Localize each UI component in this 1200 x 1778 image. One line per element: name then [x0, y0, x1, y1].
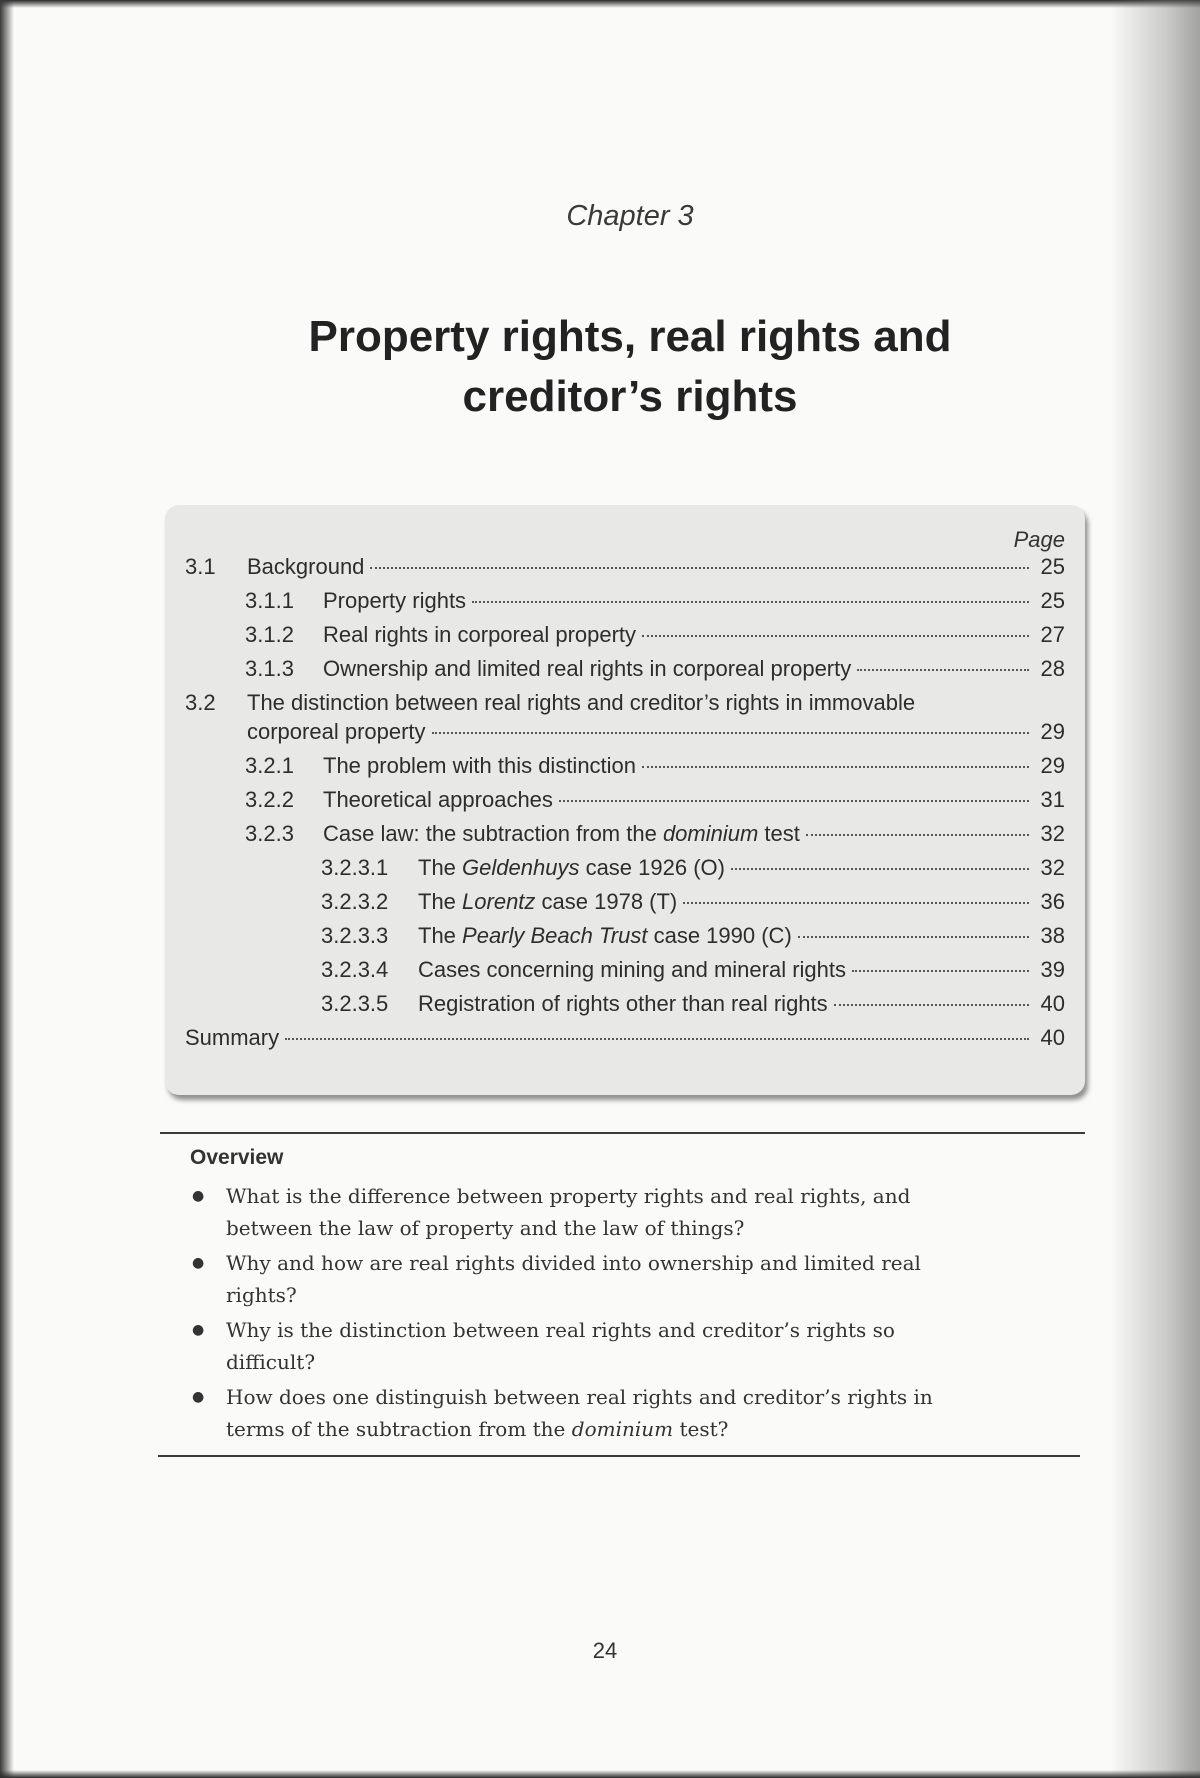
toc-title-part: test [758, 821, 800, 846]
bullet-icon: ● [192, 1188, 205, 1204]
toc-entry-number: 3.2.2 [245, 787, 294, 812]
scan-edge-right [1110, 0, 1200, 1778]
overview-item-line: difficult? [226, 1350, 316, 1374]
toc-leader-dots [806, 834, 1029, 836]
toc-entry-number: 3.2.3.3 [321, 923, 389, 948]
toc-entry-page: 32 [1040, 855, 1065, 880]
toc-entry-number: 3.2.3.5 [321, 991, 389, 1016]
chapter-title-line-1: Property rights, real rights and [308, 312, 952, 361]
toc-entry[interactable] [245, 656, 1065, 686]
toc-entry-title [323, 821, 800, 847]
toc-entry-page: 29 [1040, 719, 1065, 744]
toc-entry[interactable] [247, 719, 1065, 749]
toc-leader-dots [798, 936, 1029, 938]
scan-edge-top [0, 0, 1200, 8]
chapter-title-line-2: creditor’s rights [462, 372, 798, 421]
toc-leader-dots [642, 766, 1029, 768]
toc-title-italic: Lorentz [462, 889, 536, 914]
toc-entry[interactable] [245, 787, 1065, 817]
toc-entry-title: Real rights in corporeal property [323, 622, 637, 647]
bullet-icon: ● [192, 1255, 205, 1271]
toc-entry-number: 3.2.3 [245, 821, 294, 846]
toc-entry-title: Background [247, 554, 365, 579]
toc-leader-dots [559, 800, 1029, 802]
toc-entry-page: 36 [1040, 889, 1065, 914]
chapter-label: Chapter 3 [566, 200, 694, 232]
overview-list [190, 1180, 1080, 1448]
toc-entry-number: 3.1.1 [245, 588, 294, 613]
toc-entry-page: 28 [1040, 656, 1065, 681]
toc-entry[interactable] [321, 991, 1065, 1021]
toc-title-italic: dominium [662, 821, 759, 846]
toc-title-italic: Pearly Beach Trust [462, 923, 648, 948]
toc-entry-number: 3.2.3.1 [321, 855, 389, 880]
toc-entry-page: 27 [1040, 622, 1065, 647]
toc-entry-number: 3.2.3.4 [321, 957, 389, 982]
toc-entry-title [418, 889, 677, 915]
toc-entry[interactable] [245, 588, 1065, 618]
toc-entry-page: 25 [1040, 554, 1065, 579]
scan-edge-left [0, 0, 14, 1778]
toc-entry-title [418, 855, 725, 881]
chapter-title [220, 307, 1040, 427]
overview-item-line: How does one distinguish between real rights and creditor’s rights in [226, 1385, 933, 1409]
overview-text-italic: dominium [571, 1417, 674, 1441]
toc-entry-page: 39 [1040, 957, 1065, 982]
toc-entry-title: Theoretical approaches [323, 787, 553, 812]
toc-entry-page: 25 [1040, 588, 1065, 613]
toc-entry[interactable] [245, 622, 1065, 652]
overview-text-part: test? [673, 1417, 729, 1441]
overview-item [190, 1381, 1080, 1445]
toc-entry-title: Cases concerning mining and mineral rights [418, 957, 846, 982]
toc-entry-page: 38 [1040, 923, 1065, 948]
overview-bottom-rule [158, 1455, 1080, 1457]
toc-page-header: Page [1013, 527, 1065, 552]
toc-entry-number: 3.1 [185, 554, 216, 579]
toc-entry-number: 3.1.3 [245, 656, 294, 681]
toc-entry-wrapped-line[interactable] [185, 690, 915, 716]
toc-entry-page: 31 [1040, 787, 1065, 812]
overview-item-line [226, 1413, 1080, 1445]
toc-title-part: The [418, 923, 463, 948]
toc-leader-dots [370, 567, 1029, 569]
toc-entry[interactable] [321, 923, 1065, 953]
toc-title-part: Case law: the subtraction from the [323, 821, 663, 846]
toc-entry[interactable] [185, 1025, 1065, 1055]
overview-item [190, 1314, 1080, 1378]
toc-entry-title: The distinction between real rights and creditor’s rights in immovable [247, 690, 916, 715]
toc-entry-title-continued: corporeal property [247, 719, 426, 744]
toc-leader-dots [642, 635, 1029, 637]
bullet-icon: ● [192, 1389, 205, 1405]
toc-title-part: The [418, 855, 463, 880]
toc-entry-title: The problem with this distinction [323, 753, 637, 778]
toc-entry[interactable] [245, 753, 1065, 783]
toc-entry-number: 3.2.1 [245, 753, 294, 778]
overview-item-line: What is the difference between property rights and real rights, and [226, 1184, 911, 1208]
toc-leader-dots [432, 732, 1029, 734]
toc-entry-title: Property rights [323, 588, 467, 613]
toc-entry-page: 40 [1040, 1025, 1065, 1050]
toc-entry-page: 40 [1040, 991, 1065, 1016]
overview-item-line: Why and how are real rights divided into ownership and limited real [226, 1251, 921, 1275]
toc-entry-title: Registration of rights other than real rights [418, 991, 828, 1016]
overview-item [190, 1180, 1080, 1244]
toc-leader-dots [834, 1004, 1029, 1006]
toc-entry[interactable] [185, 554, 1065, 584]
toc-entry[interactable] [321, 855, 1065, 885]
toc-title-part: The [418, 889, 463, 914]
toc-leader-dots [857, 669, 1029, 671]
page-number: 24 [592, 1638, 618, 1663]
toc-title-part: case 1990 (C) [647, 923, 792, 948]
scan-edge-bottom [0, 1770, 1200, 1778]
table-of-contents [165, 505, 1085, 1095]
toc-entry-number: 3.1.2 [245, 622, 294, 647]
toc-leader-dots [472, 601, 1029, 603]
toc-leader-dots [683, 902, 1029, 904]
toc-entry-title [418, 923, 792, 949]
toc-entry[interactable] [245, 821, 1065, 851]
overview-item-line: rights? [226, 1283, 297, 1307]
toc-leader-dots [285, 1038, 1029, 1040]
toc-entry[interactable] [321, 889, 1065, 919]
toc-leader-dots [731, 868, 1029, 870]
overview-top-rule [160, 1132, 1085, 1134]
toc-entry-page: 29 [1040, 753, 1065, 778]
toc-entry-page: 32 [1040, 821, 1065, 846]
toc-entry-number: 3.2.3.2 [321, 889, 389, 914]
toc-entry-title: Summary [185, 1025, 280, 1050]
toc-entry-number: 3.2 [185, 690, 216, 715]
toc-entry[interactable] [321, 957, 1065, 987]
overview-item [190, 1247, 1080, 1311]
overview-item-line: between the law of property and the law of things? [226, 1216, 745, 1240]
toc-leader-dots [852, 970, 1029, 972]
toc-entry-title: Ownership and limited real rights in corporeal property [323, 656, 852, 681]
toc-title-part: case 1926 (O) [579, 855, 725, 880]
bullet-icon: ● [192, 1322, 205, 1338]
toc-title-part: case 1978 (T) [535, 889, 678, 914]
overview-heading: Overview [190, 1146, 284, 1169]
overview-item-line: Why is the distinction between real rights and creditor’s rights so [226, 1318, 895, 1342]
overview-text-part: terms of the subtraction from the [226, 1417, 572, 1441]
toc-title-italic: Geldenhuys [462, 855, 580, 880]
